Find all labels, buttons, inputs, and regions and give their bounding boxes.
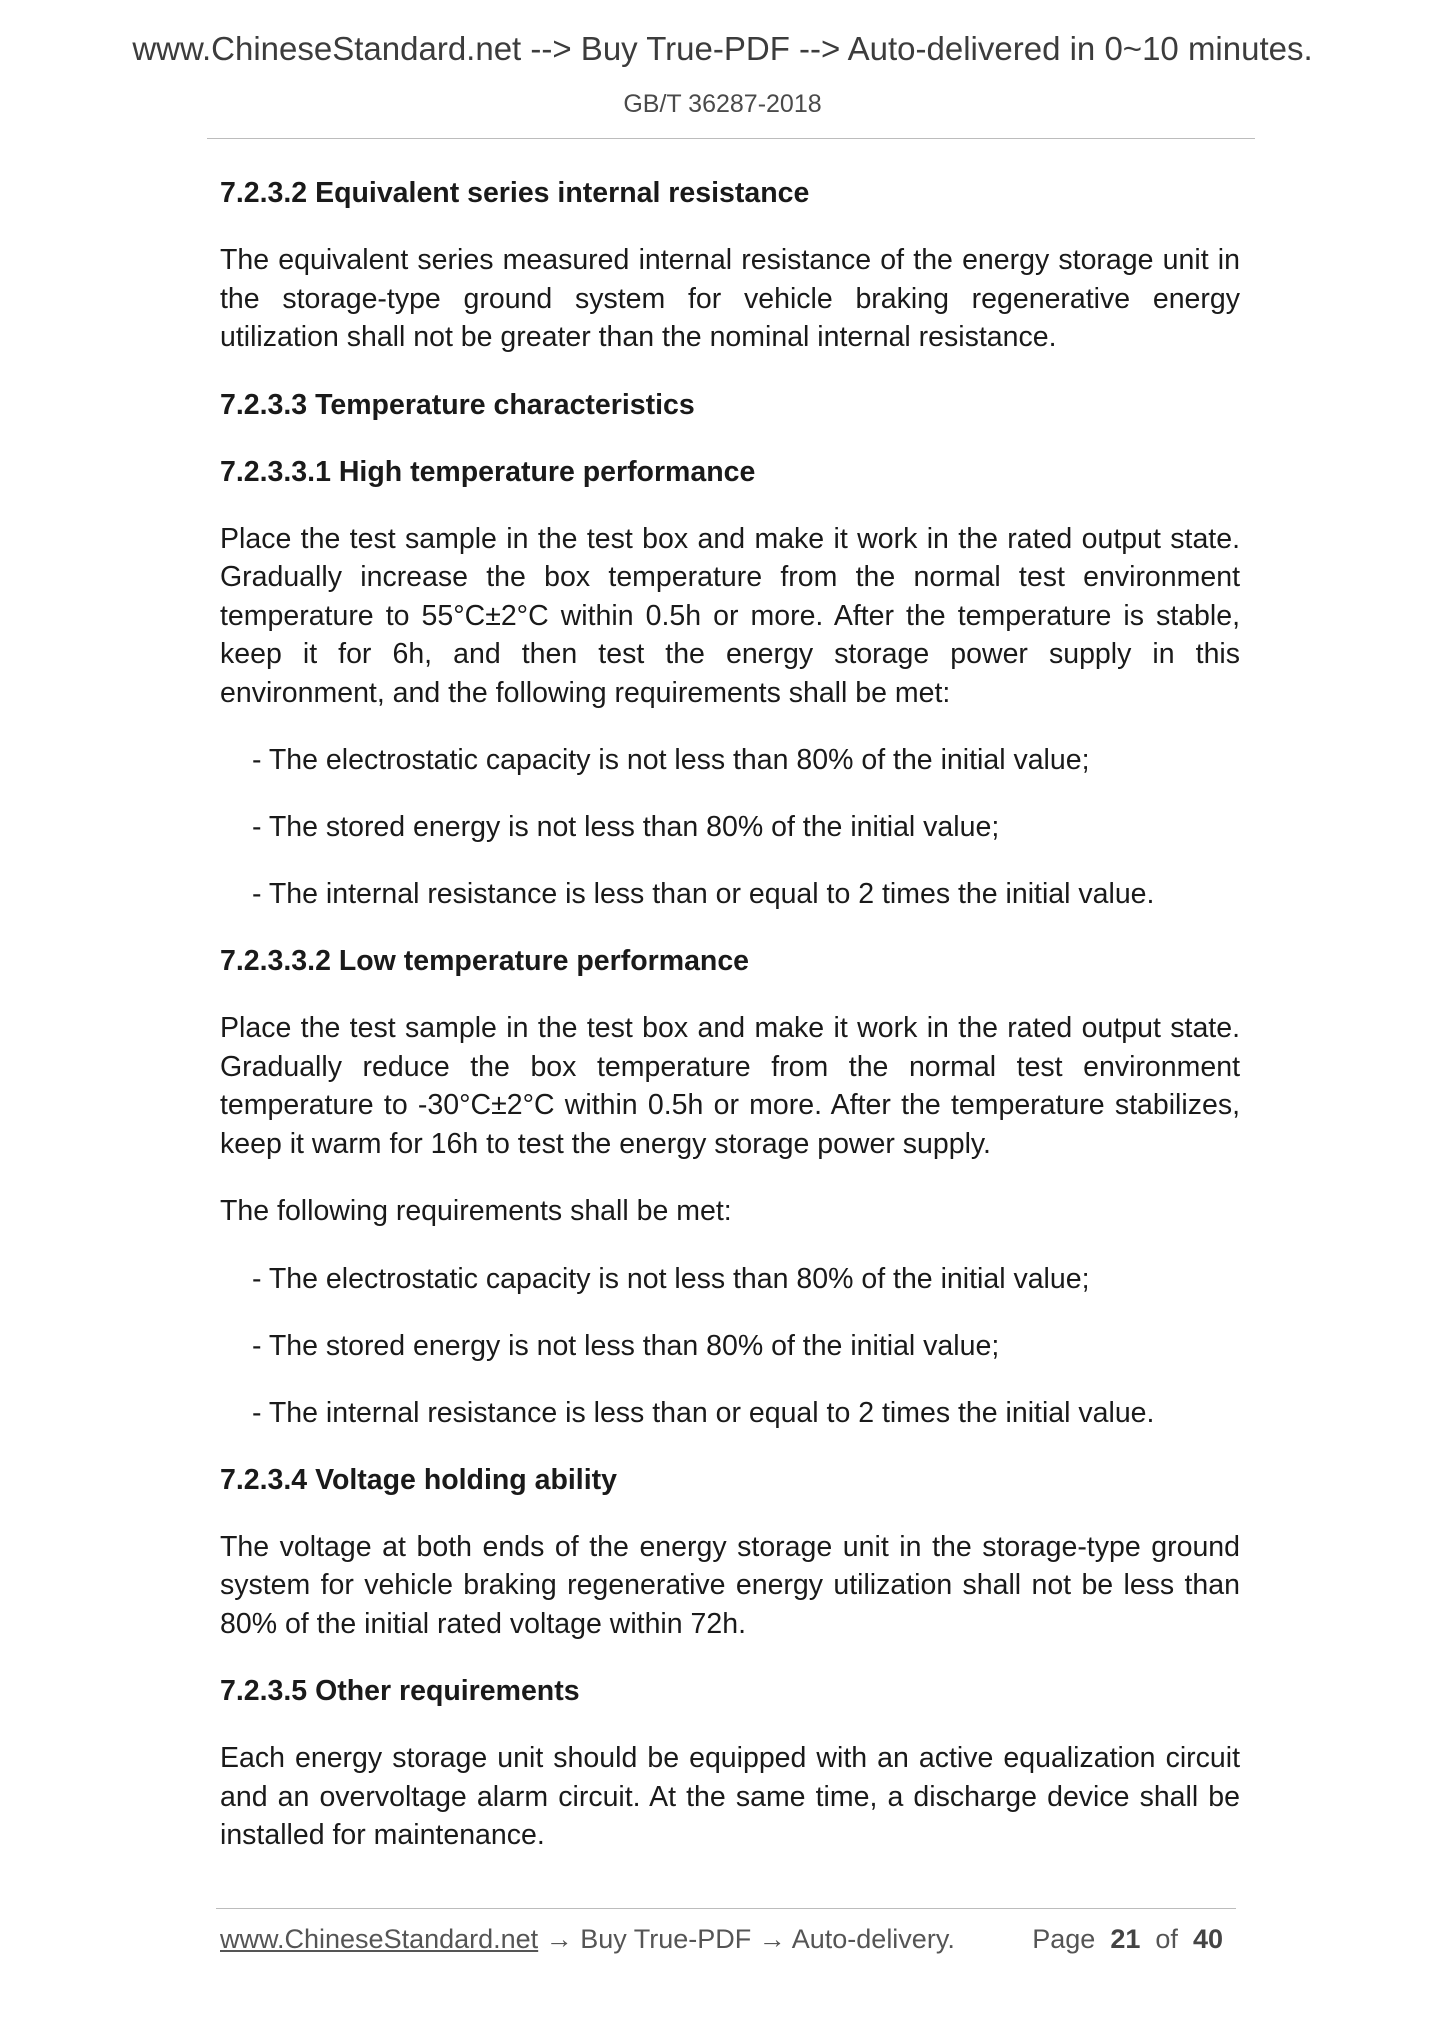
- total-pages: 40: [1192, 1924, 1223, 1954]
- header-divider: [207, 138, 1255, 139]
- section-heading-7-2-3-3: 7.2.3.3 Temperature characteristics: [220, 388, 695, 421]
- section-paragraph: The voltage at both ends of the energy storage unit in the storage-type ground system for vehicle braking regenerative energy utilization shall not be less than 80% of the initial rated voltage within 72h.: [220, 1530, 1240, 1640]
- requirement-item: - The electrostatic capacity is not less than 80% of the initial value;: [252, 1262, 1090, 1295]
- footer-promo: [220, 1924, 955, 1955]
- page-footer: [220, 1924, 1240, 1964]
- site-banner: www.ChineseStandard.net --> Buy True-PDF --> Auto-delivered in 0~10 minutes.: [132, 30, 1313, 67]
- section-paragraph: The equivalent series measured internal resistance of the energy storage unit in the storage-type ground system for vehicle braking regenerative energy utilization shall not be greater than the nominal internal resistance.: [220, 244, 1240, 353]
- section-heading-7-2-3-3-1: 7.2.3.3.1 High temperature performance: [220, 455, 756, 488]
- page-body: [220, 174, 1240, 1884]
- requirement-item: - The electrostatic capacity is not less than 80% of the initial value;: [252, 744, 1090, 776]
- section-heading-7-2-3-2: 7.2.3.2 Equivalent series internal resistance: [220, 177, 810, 209]
- requirement-item: - The internal resistance is less than or equal to 2 times the initial value.: [252, 1396, 1155, 1429]
- footer-promo-suffix: → Buy True-PDF → Auto-delivery.: [538, 1924, 955, 1954]
- page-indicator: [1032, 1924, 1223, 1955]
- section-paragraph: Place the test sample in the test box and make it work in the rated output state. Gradually reduce the box temperature from the normal test environment temperature to -30°C±2°C within 0.5h or more. After the temperature stabilizes, keep it warm for 16h to test the energy storage power supply.: [220, 1012, 1240, 1160]
- standard-code: GB/T 36287-2018: [623, 90, 822, 118]
- section-heading-7-2-3-3-2: 7.2.3.3.2 Low temperature performance: [220, 945, 750, 977]
- of-label: of: [1155, 1924, 1178, 1954]
- section-heading-7-2-3-5: 7.2.3.5 Other requirements: [220, 1675, 580, 1707]
- requirement-item: - The stored energy is not less than 80% of the initial value;: [252, 1329, 1000, 1362]
- section-paragraph: Place the test sample in the test box and make it work in the rated output state. Gradually increase the box temperature from the normal test environment temperature to 55°C±2°C within 0.5h or more. After the temperature is stable, keep it for 6h, and then test the energy storage power supply in this environment, and the following requirements shall be met:: [220, 522, 1240, 709]
- page-label: Page: [1032, 1924, 1096, 1954]
- section-heading-7-2-3-4: 7.2.3.4 Voltage holding ability: [220, 1463, 617, 1496]
- requirement-item: - The internal resistance is less than or equal to 2 times the initial value.: [252, 878, 1155, 910]
- footer-divider: [216, 1908, 1236, 1909]
- requirement-item: - The stored energy is not less than 80% of the initial value;: [252, 811, 1000, 843]
- page-number: 21: [1110, 1924, 1141, 1954]
- site-link[interactable]: www.ChineseStandard.net: [220, 1924, 539, 1954]
- section-paragraph: The following requirements shall be met:: [220, 1195, 732, 1227]
- section-paragraph: Each energy storage unit should be equipped with an active equalization circuit and an overvoltage alarm circuit. At the same time, a discharge device shall be installed for maintenance.: [220, 1742, 1240, 1851]
